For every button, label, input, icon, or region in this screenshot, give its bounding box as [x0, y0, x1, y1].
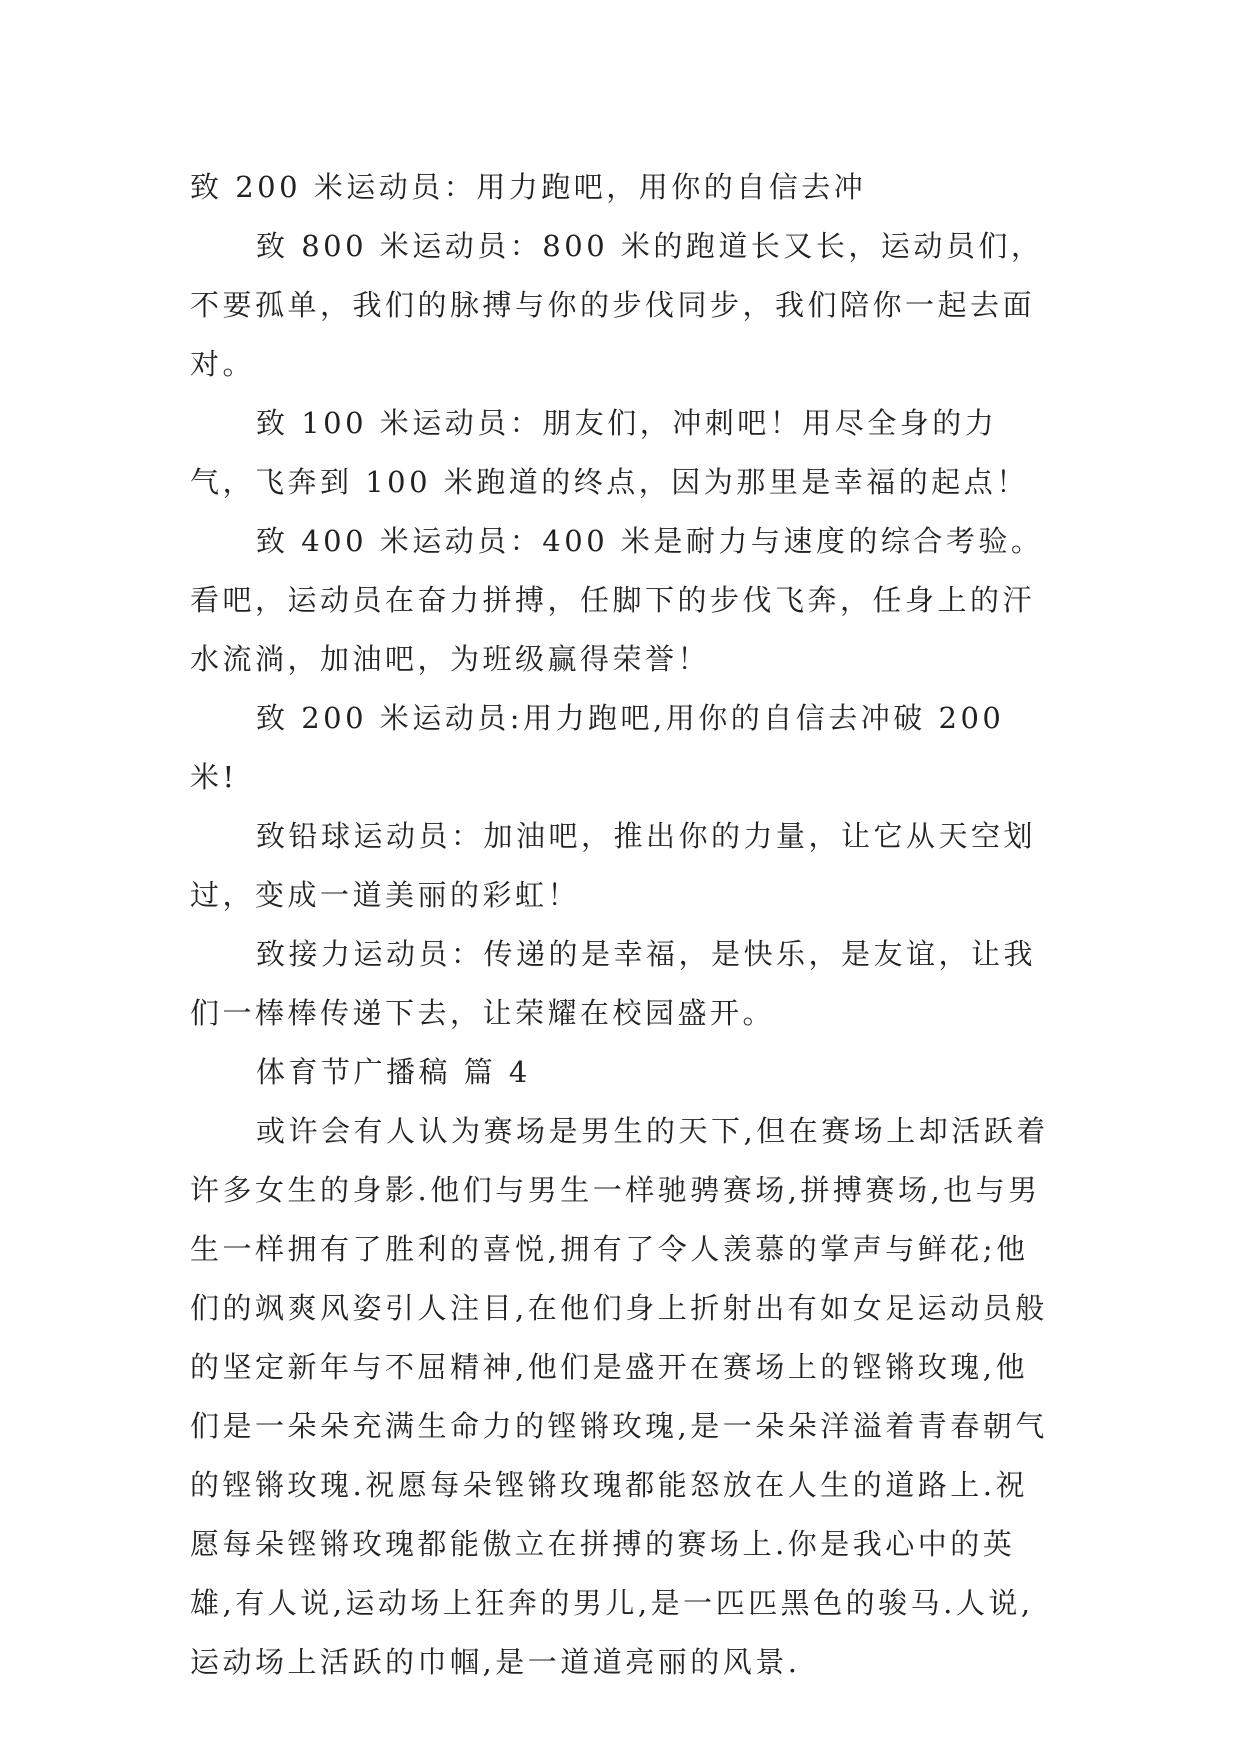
paragraph-relay: 致接力运动员：传递的是幸福，是快乐，是友谊，让我们一棒棒传递下去，让荣耀在校园盛开。 [190, 937, 1037, 1030]
document-body [190, 158, 1060, 1692]
section-heading: 体育节广播稿 篇 4 [256, 1055, 531, 1089]
paragraph-100m: 致 100 米运动员：朋友们，冲刺吧！用尽全身的力气，飞奔到 100 米跑道的终点，因为那里是幸福的起点！ [190, 406, 1029, 499]
paragraph-female-athletes: 或许会有人认为赛场是男生的天下,但在赛场上却活跃着许多女生的身影.他们与男生一样驰骋赛场,拼搏赛场,也与男生一样拥有了胜利的喜悦,拥有了令人羡慕的掌声与鲜花;他们的飒爽风姿引人注目,在他们身上折射出有如女足运动员般的坚定新年与不屈精神,他们是盛开在赛场上的铿锵玫瑰,他们是一朵朵充满生命力的铿锵玫瑰,是一朵朵洋溢着青春朝气的铿锵玫瑰.祝愿每朵铿锵玫瑰都能怒放在人生的道路上.祝愿每朵铿锵玫瑰都能傲立在拼搏的赛场上.你是我心中的英雄,有人说,运动场上狂奔的男儿,是一匹匹黑色的骏马.人说,运动场上活跃的巾帼,是一道道亮丽的风景. [190, 1114, 1049, 1679]
paragraph-shot-put: 致铅球运动员：加油吧，推出你的力量，让它从天空划过，变成一道美丽的彩虹！ [190, 819, 1037, 912]
paragraph-200m-intro: 致 200 米运动员：用力跑吧，用你的自信去冲 [190, 170, 867, 204]
paragraph-200m: 致 200 米运动员:用力跑吧,用你的自信去冲破 200 米! [190, 701, 1005, 794]
paragraph-800m: 致 800 米运动员：800 米的跑道长又长，运动员们，不要孤单，我们的脉搏与你的步伐同步，我们陪你一起去面对。 [190, 229, 1044, 381]
paragraph-400m: 致 400 米运动员：400 米是耐力与速度的综合考验。看吧，运动员在奋力拼搏，任脚下的步伐飞奔，任身上的汗水流淌，加油吧，为班级赢得荣誉！ [190, 524, 1044, 676]
